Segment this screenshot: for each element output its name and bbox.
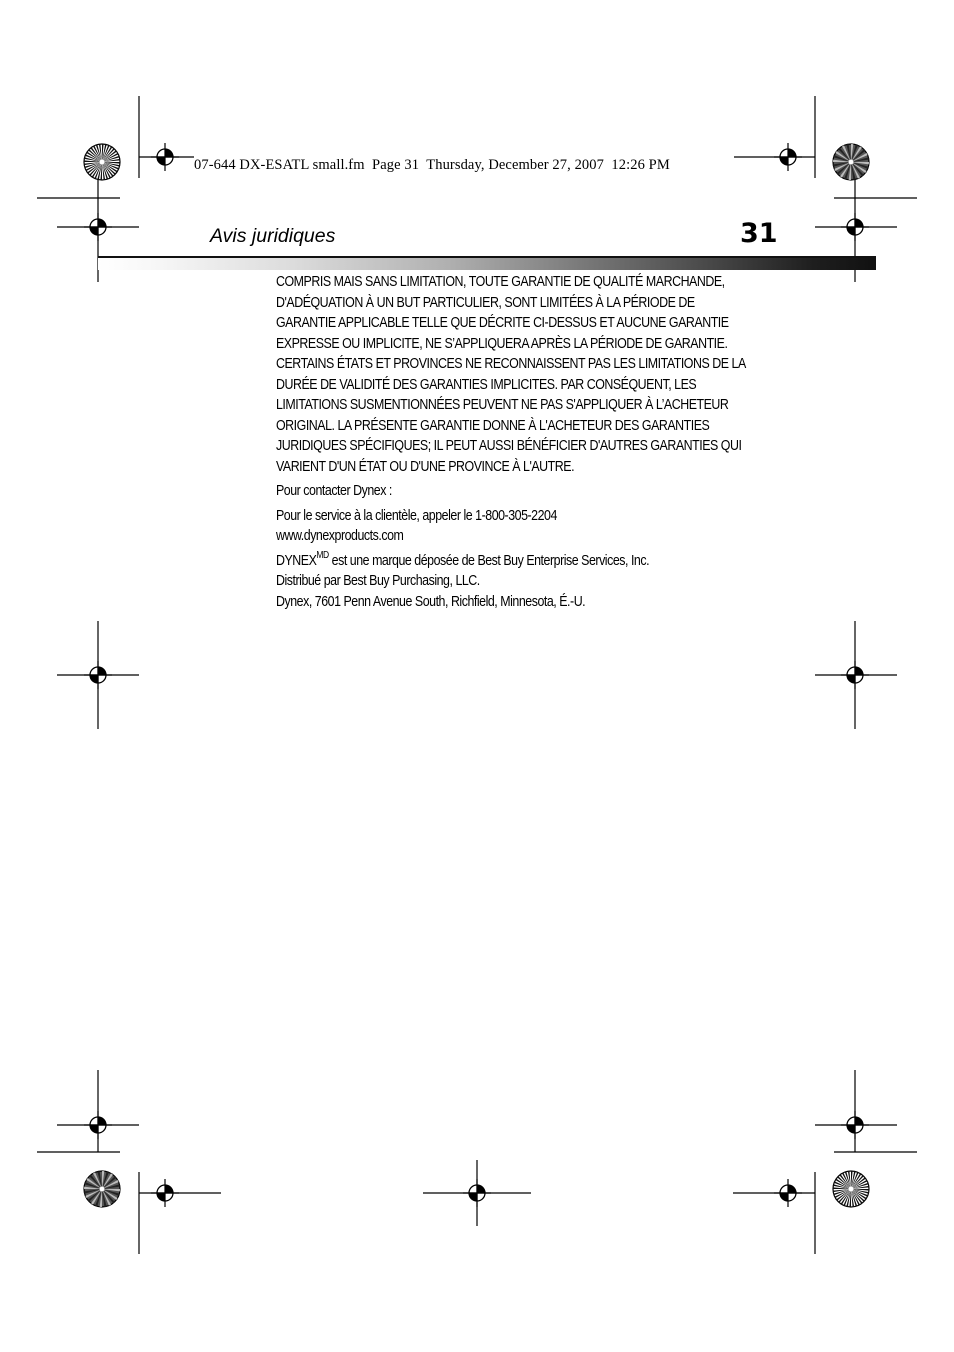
warranty-line: D'ADÉQUATION À UN BUT PARTICULIER, SONT LIMITÉES À LA PÉRIODE DE (276, 294, 695, 311)
warranty-paragraph (276, 272, 746, 477)
registration-mark-icon (774, 1179, 802, 1207)
trademark-brand: DYNEX (276, 552, 317, 569)
registration-mark-icon (84, 661, 112, 689)
contact-heading: Pour contacter Dynex : (276, 483, 392, 499)
header-rule-line (98, 256, 876, 258)
registration-mark-icon (841, 213, 869, 241)
warranty-line: GARANTIE APPLICABLE TELLE QUE DÉCRITE CI-DESSUS ET AUCUNE GARANTIE (276, 315, 729, 331)
warranty-line: EXPRESSE OU IMPLICITE, NE S’APPLIQUERA APRÈS LA PÉRIODE DE GARANTIE. (276, 335, 728, 352)
print-slug: 07-644 DX-ESATL small.fm Page 31 Thursday, December 27, 2007 12:26 PM (194, 157, 670, 173)
registration-mark-icon (151, 143, 179, 171)
trademark-mark: MD (316, 549, 329, 561)
color-bar-star-icon (84, 1171, 120, 1207)
registration-mark-icon (841, 1111, 869, 1139)
warranty-line: ORIGINAL. LA PRÉSENTE GARANTIE DONNE À L'ACHETEUR DES GARANTIES (276, 417, 710, 434)
warranty-line: LIMITATIONS SUSMENTIONNÉES PEUVENT NE PAS S'APPLIQUER À L’ACHETEUR (276, 397, 729, 413)
header-gradient-rule (98, 257, 876, 270)
registration-mark-icon (841, 661, 869, 689)
color-bar-star-icon (84, 144, 120, 180)
warranty-line: DURÉE DE VALIDITÉ DES GARANTIES IMPLICITES. PAR CONSÉQUENT, LES (276, 376, 697, 393)
trademark-rest: est une marque déposée de Best Buy Enterprise Services, Inc. (328, 552, 650, 569)
distributor-line: Distribué par Best Buy Purchasing, LLC. (276, 573, 480, 589)
warranty-line: JURIDIQUES SPÉCIFIQUES; IL PEUT AUSSI BÉNÉFICIER D'AUTRES GARANTIES QUI (276, 438, 742, 454)
warranty-line: COMPRIS MAIS SANS LIMITATION, TOUTE GARANTIE DE QUALITÉ MARCHANDE, (276, 274, 725, 290)
registration-mark-icon (84, 213, 112, 241)
registration-mark-icon (84, 1111, 112, 1139)
trademark-line (276, 551, 701, 572)
registration-mark-icon (774, 143, 802, 171)
color-bar-star-icon (833, 144, 869, 180)
body-text (276, 272, 746, 612)
color-bar-star-icon (833, 1171, 869, 1207)
warranty-line: VARIENT D'UN ÉTAT OU D'UNE PROVINCE À L'AUTRE. (276, 458, 575, 475)
address-line: Dynex, 7601 Penn Avenue South, Richfield, Minnesota, É.-U. (276, 593, 586, 610)
registration-mark-icon (151, 1179, 179, 1207)
section-title: Avis juridiques (210, 225, 336, 247)
page-number: 31 (740, 218, 778, 249)
warranty-line: CERTAINS ÉTATS ET PROVINCES NE RECONNAISSENT PAS LES LIMITATIONS DE LA (276, 356, 746, 372)
website-link[interactable]: www.dynexproducts.com (276, 528, 404, 544)
registration-mark-icon (463, 1179, 491, 1207)
service-line: Pour le service à la clientèle, appeler le 1-800-305-2204 (276, 507, 557, 524)
